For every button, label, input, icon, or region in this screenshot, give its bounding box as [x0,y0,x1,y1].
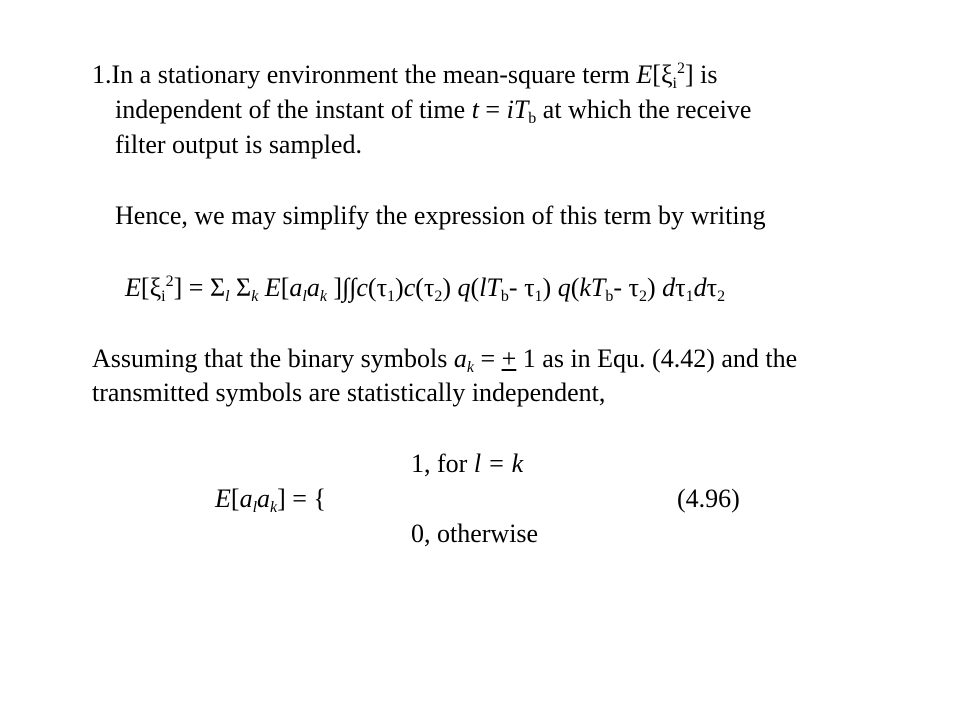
bracket-open: [ [652,60,661,89]
expectation-operator: E [215,484,231,513]
symbol-a: a [289,273,303,302]
minus: - [508,273,525,302]
symbol-a: a [306,273,320,302]
xi-symbol: ξ [660,60,673,89]
bracket-open: [ [230,484,240,513]
case-condition: l = k [473,449,524,478]
subscript-2: 2 [434,288,443,305]
time-variable: t [471,95,479,124]
paragraph-line-3: filter output is sampled. [115,130,362,159]
q-function: q [557,273,571,302]
mean-square-equation: $E[\xi_i^2] = \Sigma_l$ $\Sigma_k$ $E[a_la_k$ ]$\int\int c(\tau_1)c(\tau_2)$ $q(lT_b-$ $\tau_1$) $q(kT_b-$ $\tau_2$) $d\tau_1d\tau_2$ [125,273,726,305]
index-k: k [270,499,278,516]
differential-d: d [662,273,676,302]
c-function: c [403,273,416,302]
double-integral: ∫∫ [342,273,357,302]
line-text: Assuming that the binary symbols [92,344,454,373]
line-text: independent of the instant of time [115,95,472,124]
subscript-1: 1 [387,288,396,305]
tau-symbol: τ [376,273,388,302]
bracket-close: ] [326,273,343,302]
case-text: for [437,449,468,478]
sum-index-k: k [251,288,259,305]
minus: - [613,273,629,302]
equals: = [473,344,502,373]
equals: = [478,95,507,124]
case-2 [411,519,538,549]
plus-minus: + [501,344,517,373]
equals: = [182,273,210,302]
subscript-2: 2 [717,288,726,305]
index-k: k [319,288,327,305]
line-text: In a stationary environment the mean-square term [111,60,630,89]
xi-symbol: ξ [149,273,162,302]
case-1 [411,449,523,479]
tau-symbol: τ [675,273,686,302]
subscript-1: 1 [534,288,543,305]
square-superscript: 2 [676,60,685,77]
index-k: k [466,359,474,376]
index-l: l [302,288,307,305]
kT-term: kT [579,273,606,302]
differential-d: d [693,273,707,302]
bit-subscript: b [605,288,614,305]
expectation-lhs [215,484,326,514]
tau-symbol: τ [628,273,639,302]
bit-subscript: b [500,288,509,305]
assumption-line-1 [92,344,797,374]
sum-symbol: Σ [229,273,252,302]
q-function: q [457,273,471,302]
line-text: 1 as in Equ. (4.42) and the [516,344,798,373]
equals-brace: ] = { [277,484,326,513]
lT-term: lT [479,273,501,302]
subscript-2: 2 [638,288,647,305]
hence-line: Hence, we may simplify the expression of this term by writing [115,201,766,230]
sum-index-l: l [225,288,230,305]
tau-symbol: τ [706,273,718,302]
bit-subscript: b [528,110,537,127]
case-text: otherwise [437,519,539,548]
paragraph-line-1 [92,60,718,90]
subscript-1: 1 [685,288,694,305]
case-value: 1, [411,449,431,478]
item-number: 1. [92,60,112,89]
bracket-close: ] [173,273,183,302]
symbol-a: a [453,344,467,373]
bracket-open: [ [140,273,150,302]
expectation-operator: E [125,273,141,302]
line-tail: is [693,60,718,89]
c-function: c [356,273,368,302]
assumption-line-2: transmitted symbols are statistically independent, [92,378,606,407]
square-superscript: 2 [165,273,174,290]
tau-symbol: τ [524,273,535,302]
sum-symbol: Σ [209,273,226,302]
symbol-a: a [257,484,271,513]
equation-number: (4.96) [677,484,740,513]
tau-symbol: τ [423,273,435,302]
case-value: 0, [411,519,431,548]
line-text: at which the receive [536,95,752,124]
symbol-a: a [239,484,253,513]
xi-subscript: i [672,75,677,92]
paragraph-line-2 [115,95,751,125]
bracket-close: ] [684,60,694,89]
index-l: l [252,499,258,516]
bracket-open: [ [280,273,290,302]
xi-subscript: i [161,288,166,305]
sample-instant: iT [506,95,529,124]
expectation-operator: E [636,60,653,89]
expectation-operator: E [258,273,281,302]
